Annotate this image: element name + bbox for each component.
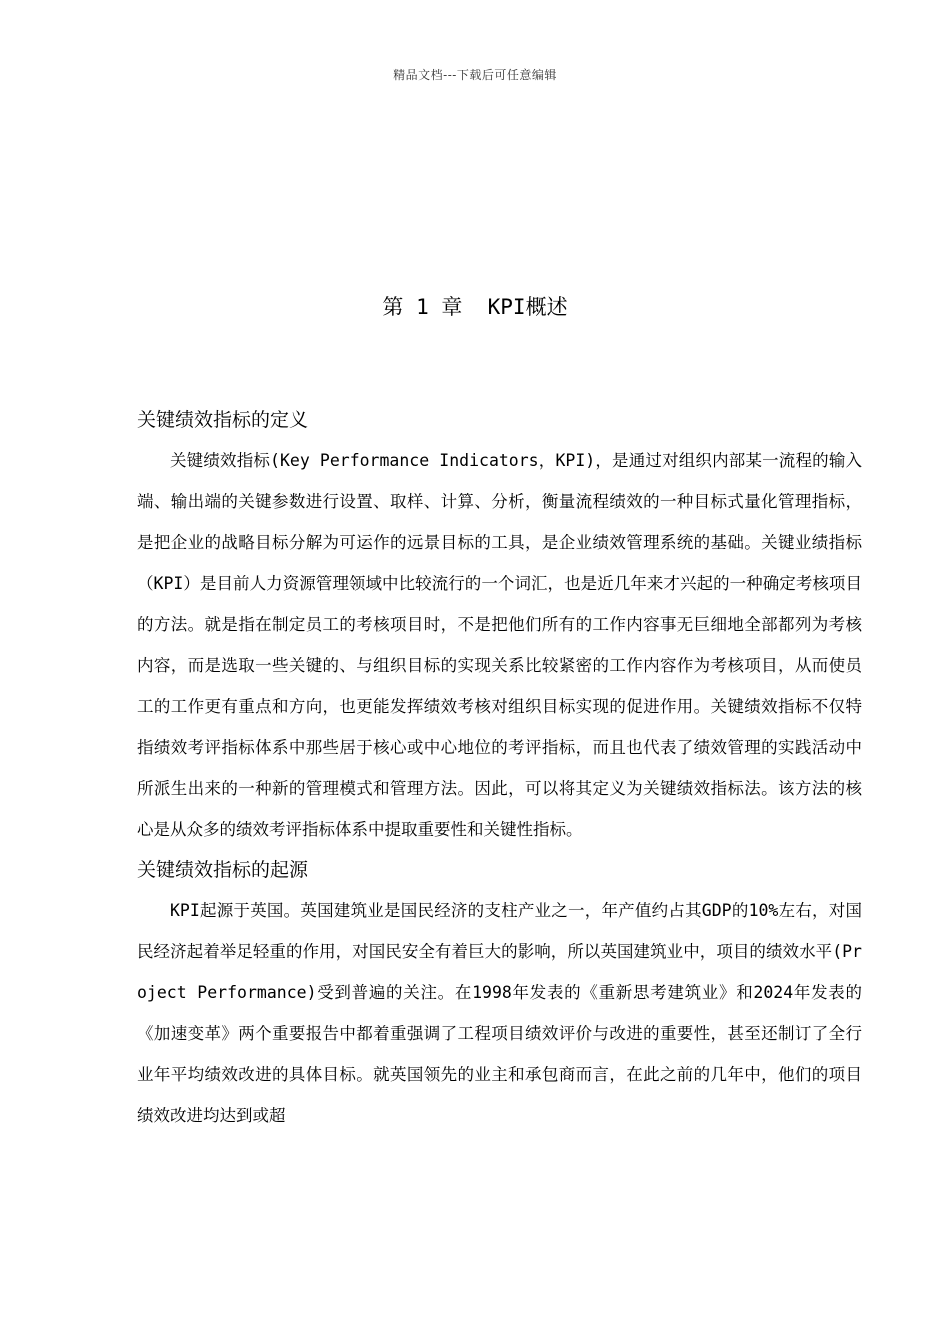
section-definition <box>137 400 862 850</box>
section-origin <box>137 850 862 1136</box>
section-paragraph: 关键绩效指标(Key Performance Indicators，KPI)，是通过对组织内部某一流程的输入端、输出端的关键参数进行设置、取样、计算、分析，衡量流程绩效的一种目标式量化管理指标，是把企业的战略目标分解为可运作的远景目标的工具，是企业绩效管理系统的基础。关键业绩指标（KPI）是目前人力资源管理领域中比较流行的一个词汇，也是近几年来才兴起的一种确定考核项目的方法。就是指在制定员工的考核项目时，不是把他们所有的工作内容事无巨细地全部都列为考核内容，而是选取一些关键的、与组织目标的实现关系比较紧密的工作内容作为考核项目，从而使员工的工作更有重点和方向，也更能发挥绩效考核对组织目标实现的促进作用。关键绩效指标不仅特指绩效考评指标体系中那些居于核心或中心地位的考评指标，而且也代表了绩效管理的实践活动中所派生出来的一种新的管理模式和管理方法。因此，可以将其定义为关键绩效指标法。该方法的核心是从众多的绩效考评指标体系中提取重要性和关键性指标。 <box>137 451 862 839</box>
chapter-title: 第 1 章 KPI概述 <box>382 295 568 319</box>
page-header-watermark: 精品文档---下载后可任意编辑 <box>393 68 557 82</box>
section-heading: 关键绩效指标的定义 <box>137 409 309 431</box>
section-heading: 关键绩效指标的起源 <box>137 859 309 881</box>
document-body <box>137 400 862 1136</box>
section-paragraph: KPI起源于英国。英国建筑业是国民经济的支柱产业之一，年产值约占其GDP的10%左右，对国民经济起着举足轻重的作用，对国民安全有着巨大的影响，所以英国建筑业中，项目的绩效水平(Project Performance)受到普遍的关注。在1998年发表的《重新思考建筑业》和2024年发表的《加速变革》两个重要报告中都着重强调了工程项目绩效评价与改进的重要性，甚至还制订了全行业年平均绩效改进的具体目标。就英国领先的业主和承包商而言，在此之前的几年中，他们的项目绩效改进均达到或超 <box>137 901 862 1125</box>
